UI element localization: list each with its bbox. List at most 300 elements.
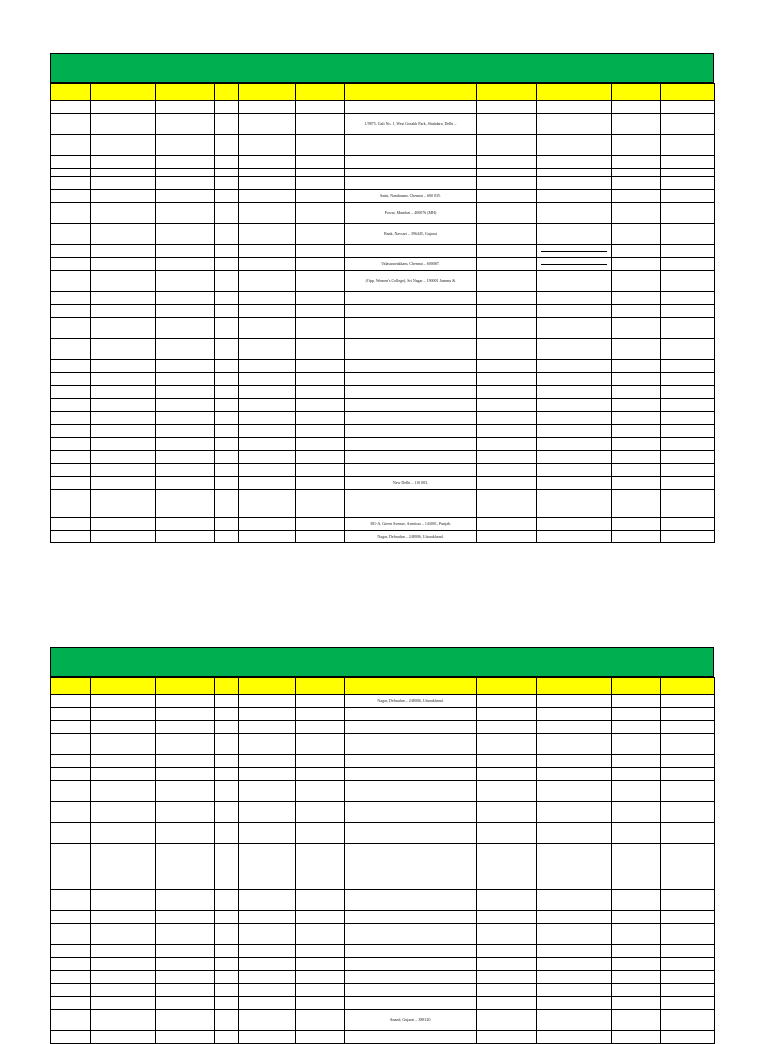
table-cell[interactable] [537, 984, 612, 997]
table-cell[interactable] [91, 245, 156, 258]
table-cell[interactable] [51, 245, 91, 258]
table-cell[interactable] [296, 203, 345, 224]
table-cell[interactable] [156, 734, 215, 755]
table-cell[interactable] [156, 997, 215, 1010]
header-cell[interactable] [296, 84, 345, 101]
table-cell[interactable] [156, 890, 215, 911]
table-cell[interactable] [661, 518, 715, 531]
table-cell[interactable] [661, 258, 715, 271]
table-cell[interactable] [612, 373, 661, 386]
table-cell[interactable] [612, 114, 661, 135]
header-cell[interactable] [477, 678, 537, 695]
table-cell[interactable] [296, 734, 345, 755]
table-cell[interactable] [156, 258, 215, 271]
table-cell[interactable] [477, 958, 537, 971]
table-cell[interactable] [612, 890, 661, 911]
address-cell[interactable] [345, 318, 477, 339]
table-cell[interactable] [296, 958, 345, 971]
table-cell[interactable] [215, 490, 239, 518]
address-cell[interactable]: Valasaravakkam, Chennai – 600087. [345, 258, 477, 271]
table-cell[interactable] [296, 169, 345, 177]
table-cell[interactable] [661, 292, 715, 305]
table-cell[interactable] [296, 464, 345, 477]
header-cell[interactable] [537, 84, 612, 101]
table-cell[interactable] [215, 190, 239, 203]
table-cell[interactable] [51, 386, 91, 399]
table-cell[interactable] [612, 305, 661, 318]
header-cell[interactable] [91, 84, 156, 101]
table-cell[interactable] [661, 781, 715, 802]
table-cell[interactable] [537, 958, 612, 971]
table-cell[interactable] [477, 911, 537, 924]
table-cell[interactable] [51, 190, 91, 203]
table-cell[interactable] [296, 224, 345, 245]
table-cell[interactable] [91, 412, 156, 425]
table-cell[interactable] [91, 490, 156, 518]
table-cell[interactable] [51, 451, 91, 464]
table-cell[interactable] [296, 997, 345, 1010]
table-cell[interactable] [156, 292, 215, 305]
table-cell[interactable] [477, 245, 537, 258]
header-cell[interactable] [239, 678, 296, 695]
table-cell[interactable] [477, 101, 537, 114]
table-cell[interactable] [239, 438, 296, 451]
table-cell[interactable] [51, 997, 91, 1010]
table-cell[interactable] [661, 412, 715, 425]
table-cell[interactable] [51, 531, 91, 543]
table-cell[interactable] [661, 114, 715, 135]
table-cell[interactable] [156, 490, 215, 518]
table-cell[interactable] [296, 305, 345, 318]
table-cell[interactable] [661, 101, 715, 114]
table-cell[interactable] [612, 339, 661, 360]
address-cell[interactable] [345, 292, 477, 305]
table-cell[interactable] [51, 114, 91, 135]
table-cell[interactable] [215, 438, 239, 451]
table-cell[interactable] [156, 844, 215, 890]
table-cell[interactable] [661, 451, 715, 464]
table-cell[interactable] [537, 477, 612, 490]
table-cell[interactable] [537, 518, 612, 531]
table-cell[interactable] [612, 971, 661, 984]
table-cell[interactable] [537, 781, 612, 802]
table-cell[interactable] [537, 169, 612, 177]
table-cell[interactable] [477, 425, 537, 438]
table-cell[interactable] [296, 768, 345, 781]
table-cell[interactable] [296, 924, 345, 945]
table-cell[interactable] [537, 399, 612, 412]
table-cell[interactable] [215, 203, 239, 224]
table-cell[interactable] [91, 114, 156, 135]
table-cell[interactable] [215, 156, 239, 169]
table-cell[interactable] [215, 477, 239, 490]
table-cell[interactable] [239, 721, 296, 734]
header-cell[interactable] [91, 678, 156, 695]
address-cell[interactable] [345, 958, 477, 971]
table-cell[interactable] [239, 802, 296, 823]
address-cell[interactable] [345, 169, 477, 177]
table-cell[interactable] [156, 721, 215, 734]
header-cell[interactable] [345, 678, 477, 695]
address-cell[interactable] [345, 490, 477, 518]
table-cell[interactable] [239, 451, 296, 464]
table-cell[interactable] [537, 708, 612, 721]
table-cell[interactable] [296, 755, 345, 768]
header-cell[interactable] [477, 84, 537, 101]
table-cell[interactable] [51, 292, 91, 305]
header-cell[interactable] [345, 84, 477, 101]
table-cell[interactable] [156, 169, 215, 177]
address-cell[interactable] [345, 1031, 477, 1044]
table-cell[interactable] [661, 1031, 715, 1044]
table-cell[interactable] [239, 135, 296, 156]
table-cell[interactable] [215, 755, 239, 768]
table-cell[interactable] [215, 373, 239, 386]
table-cell[interactable] [215, 924, 239, 945]
table-cell[interactable] [91, 755, 156, 768]
header-cell[interactable] [612, 678, 661, 695]
table-cell[interactable] [51, 911, 91, 924]
table-cell[interactable] [91, 203, 156, 224]
table-cell[interactable] [537, 890, 612, 911]
table-cell[interactable] [91, 695, 156, 708]
table-cell[interactable] [91, 101, 156, 114]
table-cell[interactable] [537, 156, 612, 169]
table-cell[interactable] [612, 101, 661, 114]
table-cell[interactable] [215, 1010, 239, 1031]
table-cell[interactable] [477, 438, 537, 451]
table-cell[interactable] [239, 425, 296, 438]
table-cell[interactable] [661, 1010, 715, 1031]
table-cell[interactable] [537, 490, 612, 518]
table-cell[interactable] [612, 844, 661, 890]
table-cell[interactable] [239, 292, 296, 305]
table-cell[interactable] [296, 386, 345, 399]
table-cell[interactable] [239, 203, 296, 224]
table-cell[interactable] [215, 360, 239, 373]
address-cell[interactable]: 381-A, Green Avenue, Amritsar – 143001, Punjab. [345, 518, 477, 531]
table-cell[interactable] [156, 464, 215, 477]
table-cell[interactable] [661, 438, 715, 451]
table-cell[interactable] [156, 438, 215, 451]
table-cell[interactable] [156, 318, 215, 339]
address-cell[interactable] [345, 425, 477, 438]
table-cell[interactable] [537, 451, 612, 464]
table-cell[interactable] [477, 135, 537, 156]
table-cell[interactable] [51, 945, 91, 958]
table-cell[interactable] [661, 135, 715, 156]
table-cell[interactable] [477, 203, 537, 224]
table-cell[interactable] [537, 755, 612, 768]
address-cell[interactable] [345, 245, 477, 258]
table-cell[interactable] [296, 708, 345, 721]
table-cell[interactable] [51, 177, 91, 190]
table-cell[interactable] [477, 477, 537, 490]
table-cell[interactable] [537, 292, 612, 305]
table-cell[interactable] [239, 190, 296, 203]
table-cell[interactable] [477, 399, 537, 412]
table-cell[interactable] [537, 844, 612, 890]
table-cell[interactable] [661, 360, 715, 373]
address-cell[interactable] [345, 305, 477, 318]
table-cell[interactable] [156, 373, 215, 386]
table-cell[interactable] [477, 177, 537, 190]
table-cell[interactable] [156, 802, 215, 823]
table-cell[interactable] [296, 425, 345, 438]
table-cell[interactable] [477, 271, 537, 292]
table-cell[interactable] [296, 292, 345, 305]
table-cell[interactable] [51, 890, 91, 911]
table-cell[interactable] [661, 305, 715, 318]
table-cell[interactable] [156, 911, 215, 924]
table-cell[interactable] [477, 945, 537, 958]
table-cell[interactable] [156, 339, 215, 360]
table-cell[interactable] [215, 984, 239, 997]
table-cell[interactable] [296, 438, 345, 451]
table-cell[interactable] [296, 531, 345, 543]
table-cell[interactable] [296, 490, 345, 518]
table-cell[interactable] [661, 203, 715, 224]
table-cell[interactable] [239, 271, 296, 292]
table-cell[interactable] [215, 844, 239, 890]
table-cell[interactable] [661, 890, 715, 911]
table-cell[interactable] [612, 438, 661, 451]
address-cell[interactable]: Saint, Nandanam, Chennai – 600 035. [345, 190, 477, 203]
table-cell[interactable] [51, 477, 91, 490]
table-cell[interactable] [537, 245, 612, 258]
table-cell[interactable] [612, 412, 661, 425]
table-cell[interactable] [156, 156, 215, 169]
address-cell[interactable]: 1/9875, Gali No. 1, West Gorakh Park, Shahdara, Delhi – [345, 114, 477, 135]
table-cell[interactable] [661, 399, 715, 412]
table-cell[interactable] [612, 177, 661, 190]
table-cell[interactable] [537, 135, 612, 156]
table-cell[interactable] [661, 734, 715, 755]
address-cell[interactable] [345, 412, 477, 425]
table-cell[interactable] [51, 695, 91, 708]
table-cell[interactable] [296, 971, 345, 984]
table-cell[interactable] [477, 755, 537, 768]
address-cell[interactable] [345, 464, 477, 477]
table-cell[interactable] [215, 971, 239, 984]
address-cell[interactable]: Nagar, Dehradun – 248006, Uttarakhand. [345, 531, 477, 543]
table-cell[interactable] [612, 271, 661, 292]
table-cell[interactable] [477, 844, 537, 890]
table-cell[interactable] [537, 945, 612, 958]
table-cell[interactable] [477, 997, 537, 1010]
table-cell[interactable] [296, 721, 345, 734]
table-cell[interactable] [612, 190, 661, 203]
table-cell[interactable] [537, 271, 612, 292]
table-cell[interactable] [51, 305, 91, 318]
table-cell[interactable] [661, 156, 715, 169]
table-cell[interactable] [477, 768, 537, 781]
table-cell[interactable] [537, 464, 612, 477]
address-cell[interactable] [345, 890, 477, 911]
table-cell[interactable] [537, 412, 612, 425]
table-cell[interactable] [239, 781, 296, 802]
table-cell[interactable] [296, 1031, 345, 1044]
table-cell[interactable] [51, 518, 91, 531]
table-cell[interactable] [296, 984, 345, 997]
address-cell[interactable] [345, 924, 477, 945]
table-cell[interactable] [156, 531, 215, 543]
table-cell[interactable] [91, 971, 156, 984]
table-cell[interactable] [215, 997, 239, 1010]
table-cell[interactable] [239, 114, 296, 135]
table-cell[interactable] [51, 802, 91, 823]
table-cell[interactable] [477, 984, 537, 997]
table-cell[interactable] [91, 292, 156, 305]
table-cell[interactable] [661, 708, 715, 721]
table-cell[interactable] [215, 1031, 239, 1044]
table-cell[interactable] [537, 911, 612, 924]
table-cell[interactable] [215, 451, 239, 464]
address-cell[interactable] [345, 339, 477, 360]
table-cell[interactable] [296, 339, 345, 360]
table-cell[interactable] [239, 984, 296, 997]
table-cell[interactable] [477, 318, 537, 339]
table-cell[interactable] [296, 360, 345, 373]
table-cell[interactable] [612, 755, 661, 768]
table-cell[interactable] [661, 177, 715, 190]
address-cell[interactable] [345, 438, 477, 451]
table-cell[interactable] [215, 518, 239, 531]
table-cell[interactable] [612, 292, 661, 305]
table-cell[interactable] [239, 997, 296, 1010]
table-cell[interactable] [537, 360, 612, 373]
table-cell[interactable] [51, 135, 91, 156]
table-cell[interactable] [239, 518, 296, 531]
table-cell[interactable] [215, 114, 239, 135]
table-cell[interactable] [239, 101, 296, 114]
table-cell[interactable] [239, 305, 296, 318]
table-cell[interactable] [477, 708, 537, 721]
header-cell[interactable] [239, 84, 296, 101]
table-cell[interactable] [51, 360, 91, 373]
table-cell[interactable] [91, 386, 156, 399]
table-cell[interactable] [537, 190, 612, 203]
table-cell[interactable] [537, 768, 612, 781]
table-cell[interactable] [51, 708, 91, 721]
table-cell[interactable] [51, 958, 91, 971]
table-cell[interactable] [296, 373, 345, 386]
table-cell[interactable] [51, 984, 91, 997]
address-cell[interactable] [345, 781, 477, 802]
table-cell[interactable] [91, 708, 156, 721]
table-cell[interactable] [215, 305, 239, 318]
table-cell[interactable] [296, 844, 345, 890]
table-cell[interactable] [91, 997, 156, 1010]
table-cell[interactable] [51, 768, 91, 781]
table-cell[interactable] [661, 425, 715, 438]
address-cell[interactable] [345, 984, 477, 997]
address-cell[interactable] [345, 373, 477, 386]
table-cell[interactable] [661, 695, 715, 708]
table-cell[interactable] [215, 318, 239, 339]
table-cell[interactable] [239, 318, 296, 339]
table-cell[interactable] [51, 781, 91, 802]
table-cell[interactable] [91, 768, 156, 781]
table-cell[interactable] [239, 734, 296, 755]
table-cell[interactable] [296, 518, 345, 531]
header-cell[interactable] [215, 678, 239, 695]
address-cell[interactable]: Anand, Gujarat – 388120. [345, 1010, 477, 1031]
table-cell[interactable] [477, 258, 537, 271]
table-cell[interactable] [296, 477, 345, 490]
table-cell[interactable] [215, 101, 239, 114]
table-cell[interactable] [612, 156, 661, 169]
table-cell[interactable] [215, 464, 239, 477]
table-cell[interactable] [91, 1010, 156, 1031]
table-cell[interactable] [296, 823, 345, 844]
table-cell[interactable] [239, 844, 296, 890]
table-cell[interactable] [477, 373, 537, 386]
table-cell[interactable] [239, 258, 296, 271]
table-cell[interactable] [477, 531, 537, 543]
table-cell[interactable] [537, 1010, 612, 1031]
table-cell[interactable] [156, 971, 215, 984]
table-cell[interactable] [239, 768, 296, 781]
table-cell[interactable] [477, 802, 537, 823]
table-cell[interactable] [612, 425, 661, 438]
table-cell[interactable] [156, 135, 215, 156]
table-cell[interactable] [91, 318, 156, 339]
table-cell[interactable] [215, 386, 239, 399]
table-cell[interactable] [239, 386, 296, 399]
table-cell[interactable] [156, 190, 215, 203]
table-cell[interactable] [239, 708, 296, 721]
table-cell[interactable] [215, 339, 239, 360]
header-cell[interactable] [296, 678, 345, 695]
table-cell[interactable] [296, 802, 345, 823]
address-cell[interactable] [345, 768, 477, 781]
table-cell[interactable] [612, 768, 661, 781]
table-cell[interactable] [91, 339, 156, 360]
table-cell[interactable] [51, 412, 91, 425]
table-cell[interactable] [91, 734, 156, 755]
table-cell[interactable] [661, 386, 715, 399]
table-cell[interactable] [215, 708, 239, 721]
table-cell[interactable] [51, 373, 91, 386]
table-cell[interactable] [661, 477, 715, 490]
table-cell[interactable] [156, 755, 215, 768]
table-cell[interactable] [296, 156, 345, 169]
table-cell[interactable] [477, 114, 537, 135]
table-cell[interactable] [91, 1031, 156, 1044]
table-cell[interactable] [661, 755, 715, 768]
table-cell[interactable] [51, 425, 91, 438]
table-cell[interactable] [296, 1010, 345, 1031]
table-cell[interactable] [296, 451, 345, 464]
table-cell[interactable] [156, 477, 215, 490]
address-cell[interactable] [345, 802, 477, 823]
table-cell[interactable] [51, 156, 91, 169]
table-cell[interactable] [91, 911, 156, 924]
table-cell[interactable] [156, 399, 215, 412]
table-cell[interactable] [612, 464, 661, 477]
table-cell[interactable] [477, 721, 537, 734]
table-cell[interactable] [661, 768, 715, 781]
address-cell[interactable] [345, 997, 477, 1010]
table-cell[interactable] [51, 490, 91, 518]
table-cell[interactable] [51, 823, 91, 844]
table-cell[interactable] [239, 755, 296, 768]
table-cell[interactable] [215, 399, 239, 412]
table-cell[interactable] [239, 412, 296, 425]
table-cell[interactable] [661, 224, 715, 245]
table-cell[interactable] [215, 781, 239, 802]
